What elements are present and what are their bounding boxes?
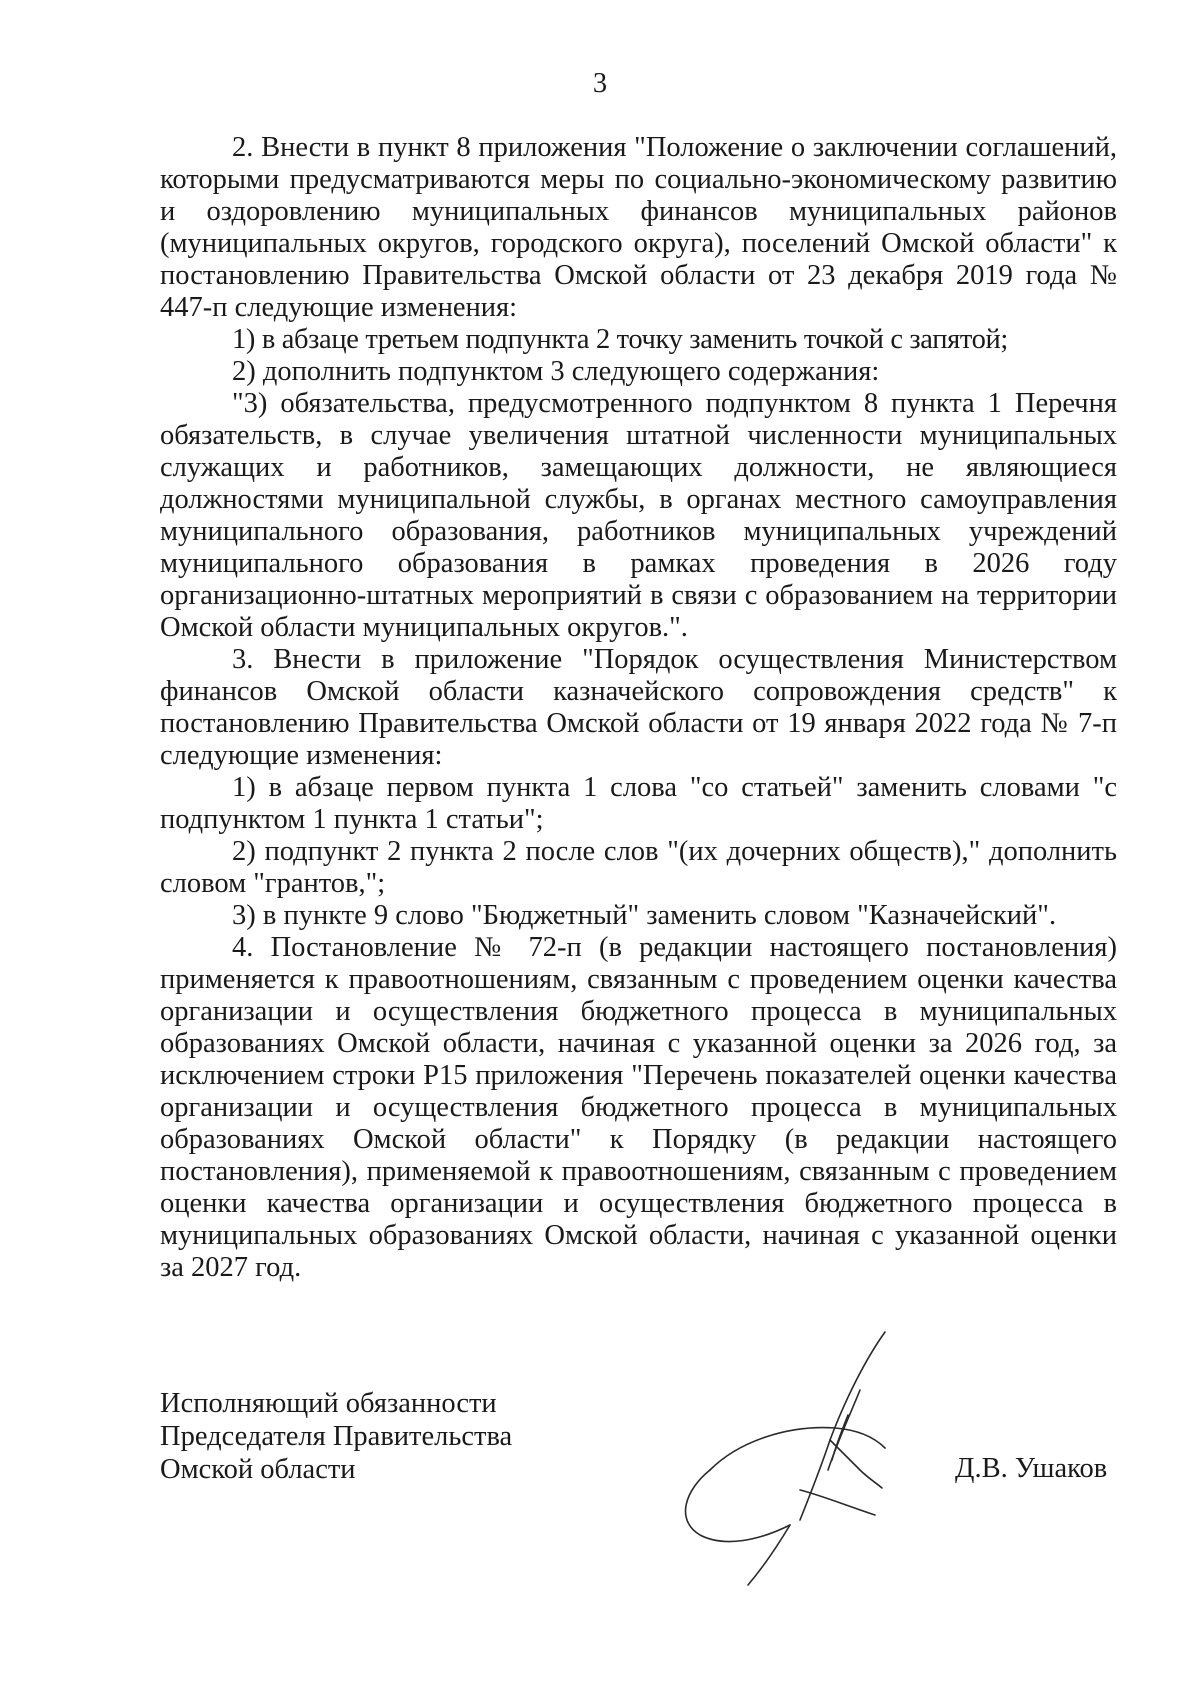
document-body (160, 132, 1117, 1284)
handwritten-signature (670, 1320, 970, 1600)
paragraph-subitem-3-3: 3) в пункте 9 слово "Бюджетный" заменить словом "Казначейский". (232, 900, 1057, 931)
page-number: 3 (592, 68, 608, 99)
signatory-title-line: Председателя Правительства (160, 1421, 513, 1452)
signatory-title-line: Исполняющий обязанности (160, 1388, 497, 1419)
paragraph-subitem-2-2: 2) дополнить подпунктом 3 следующего содержания: (232, 356, 880, 387)
paragraph-item-2: 2. Внести в пункт 8 приложения "Положение о заключении соглашений, которыми предусматриваются меры по социально-экономическому развитию и оздоровлению муниципальных финансов муниципальных районов (муниципальных округов, городского округа), поселений Омской области" к постановлению Правительства Омской области от 23 декабря 2019 года № 447-п следующие изменения: (160, 132, 1117, 323)
paragraph-quoted-subitem-3: "3) обязательства, предусмотренного подпунктом 8 пункта 1 Перечня обязательств, в случае увеличения штатной численности муниципальных служащих и работников, замещающих должности, не являющиеся должностями муниципальной службы, в органах местного самоуправления муниципального образования, работников муниципальных учреждений муниципального образования в рамках проведения в 2026 году организационно-штатных мероприятий в связи с образованием на территории Омской области муниципальных округов.". (160, 388, 1117, 643)
signatory-title-line: Омской области (160, 1454, 356, 1485)
paragraph-subitem-3-1: 1) в абзаце первом пункта 1 слова "со статьей" заменить словами "с подпунктом 1 пункта 1 статьи"; (160, 772, 1117, 835)
paragraph-item-4: 4. Постановление № 72-п (в редакции настоящего постановления) применяется к правоотношениям, связанным с проведением оценки качества организации и осуществления бюджетного процесса в муниципальных образованиях Омской области, начиная с указанной оценки за 2026 год, за исключением строки P15 приложения "Перечень показателей оценки качества организации и осуществления бюджетного процесса в муниципальных образованиях Омской области" к Порядку (в редакции настоящего постановления), применяемой к правоотношениям, связанным с проведением оценки качества организации и осуществления бюджетного процесса в муниципальных образованиях Омской области, начиная с указанной оценки за 2027 год. (160, 932, 1117, 1283)
paragraph-subitem-2-1: 1) в абзаце третьем подпункта 2 точку заменить точкой с запятой; (232, 324, 1008, 355)
signatory-name: Д.В. Ушаков (955, 1453, 1108, 1484)
signatory-title-block (160, 1387, 512, 1486)
paragraph-item-3: 3. Внести в приложение "Порядок осуществления Министерством финансов Омской области казначейского сопровождения средств" к постановлению Правительства Омской области от 19 января 2022 года № 7-п следующие изменения: (160, 644, 1117, 771)
paragraph-subitem-3-2: 2) подпункт 2 пункта 2 после слов "(их дочерних обществ)," дополнить словом "грантов,"; (160, 836, 1117, 899)
